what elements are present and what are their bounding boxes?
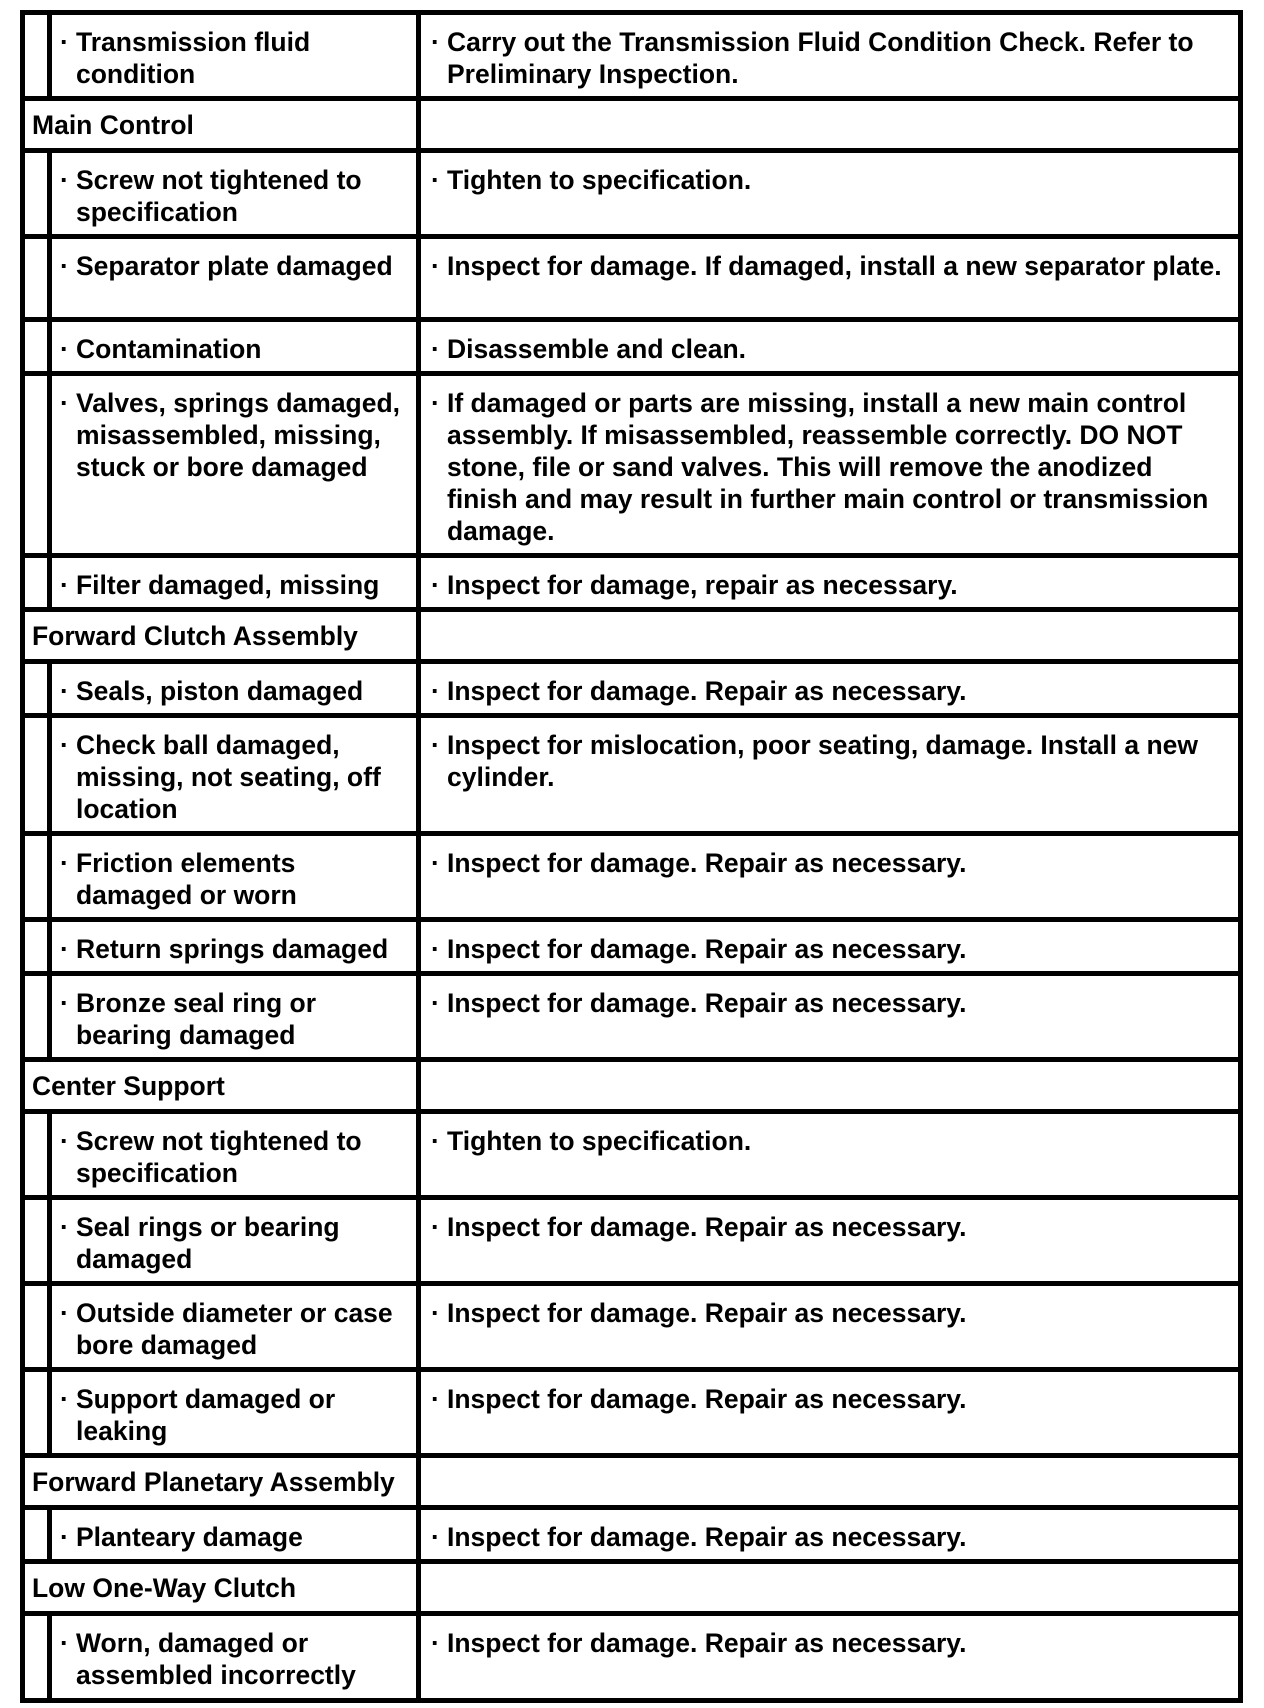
section-heading-row (23, 610, 1241, 662)
condition-text: Seal rings or bearing damaged (76, 1212, 340, 1274)
action-text: Inspect for damage. Repair as necessary. (447, 1384, 967, 1414)
table-row (23, 13, 1241, 99)
section-heading-blank (419, 1060, 1241, 1112)
action-text: Carry out the Transmission Fluid Condition Check. Refer to Preliminary Inspection. (447, 27, 1194, 89)
condition-text: Support damaged or leaking (76, 1384, 336, 1446)
condition-text: Return springs damaged (76, 934, 389, 964)
action-text: Inspect for damage. Repair as necessary. (447, 1298, 967, 1328)
action-cell (419, 1370, 1241, 1456)
indent-cell (23, 1284, 50, 1370)
condition-cell (50, 920, 419, 974)
bullet: · (60, 1384, 69, 1414)
table-row (23, 662, 1241, 716)
table-row (23, 1508, 1241, 1562)
action-cell (419, 374, 1241, 556)
bullet: · (60, 388, 69, 418)
action-cell (419, 920, 1241, 974)
bullet: · (60, 848, 69, 878)
action-text: Tighten to specification. (447, 165, 752, 195)
action-cell (419, 662, 1241, 716)
indent-cell (23, 556, 50, 610)
bullet: · (431, 334, 440, 364)
section-heading-blank (419, 610, 1241, 662)
action-cell (419, 1198, 1241, 1284)
action-text: Disassemble and clean. (447, 334, 747, 364)
section-heading: Low One-Way Clutch (23, 1562, 419, 1614)
bullet: · (60, 1212, 69, 1242)
table-row (23, 920, 1241, 974)
table-row (23, 1370, 1241, 1456)
action-text: If damaged or parts are missing, install a new main control assembly. If misassembled, reassemble correctly. DO NOT stone, file or sand valves. This will remove the anodized finish and may result in further main control or transmission damage. (447, 388, 1209, 546)
bullet: · (431, 27, 440, 57)
action-text: Inspect for damage. Repair as necessary. (447, 988, 967, 1018)
action-text: Tighten to specification. (447, 1126, 752, 1156)
section-heading-blank (419, 99, 1241, 151)
condition-cell (50, 1284, 419, 1370)
bullet: · (60, 570, 69, 600)
action-text: Inspect for damage. Repair as necessary. (447, 1628, 967, 1658)
action-cell (419, 151, 1241, 237)
bullet: · (431, 1212, 440, 1242)
section-heading-row (23, 1562, 1241, 1614)
bullet: · (431, 251, 440, 281)
condition-cell (50, 1370, 419, 1456)
table-row (23, 1198, 1241, 1284)
condition-text: Worn, damaged or assembled incorrectly (76, 1628, 356, 1690)
indent-cell (23, 1112, 50, 1198)
indent-cell (23, 1198, 50, 1284)
action-cell (419, 1614, 1241, 1701)
condition-cell (50, 662, 419, 716)
bullet: · (431, 676, 440, 706)
bullet: · (60, 988, 69, 1018)
condition-cell (50, 1198, 419, 1284)
action-text: Inspect for damage. Repair as necessary. (447, 1522, 967, 1552)
table-row (23, 151, 1241, 237)
bullet: · (431, 848, 440, 878)
action-cell (419, 237, 1241, 320)
action-cell (419, 834, 1241, 920)
condition-text: Screw not tightened to specification (76, 165, 362, 227)
section-heading-blank (419, 1562, 1241, 1614)
bullet: · (431, 1126, 440, 1156)
condition-cell (50, 374, 419, 556)
condition-text: Check ball damaged, missing, not seating, off location (76, 730, 381, 824)
bullet: · (60, 334, 69, 364)
table-row (23, 974, 1241, 1060)
bullet: · (431, 934, 440, 964)
indent-cell (23, 920, 50, 974)
bullet: · (60, 1628, 69, 1658)
bullet: · (431, 988, 440, 1018)
action-cell (419, 1508, 1241, 1562)
bullet: · (60, 165, 69, 195)
bullet: · (431, 1384, 440, 1414)
action-text: Inspect for damage. Repair as necessary. (447, 1212, 967, 1242)
indent-cell (23, 151, 50, 237)
condition-text: Friction elements damaged or worn (76, 848, 297, 910)
condition-text: Transmission fluid condition (76, 27, 311, 89)
action-cell (419, 1284, 1241, 1370)
bullet: · (431, 165, 440, 195)
condition-cell (50, 974, 419, 1060)
table-body (23, 13, 1241, 1701)
bullet: · (431, 570, 440, 600)
bullet: · (60, 934, 69, 964)
condition-text: Outside diameter or case bore damaged (76, 1298, 393, 1360)
indent-cell (23, 320, 50, 374)
condition-cell (50, 1508, 419, 1562)
bullet: · (60, 676, 69, 706)
action-text: Inspect for damage. Repair as necessary. (447, 848, 967, 878)
bullet: · (431, 1522, 440, 1552)
condition-cell (50, 237, 419, 320)
condition-text: Planteary damage (76, 1522, 303, 1552)
table-row (23, 237, 1241, 320)
action-cell (419, 974, 1241, 1060)
indent-cell (23, 1614, 50, 1701)
bullet: · (60, 251, 69, 281)
indent-cell (23, 1508, 50, 1562)
action-text: Inspect for damage. If damaged, install a new separator plate. (447, 251, 1222, 281)
condition-cell (50, 556, 419, 610)
condition-text: Filter damaged, missing (76, 570, 380, 600)
bullet: · (431, 1298, 440, 1328)
condition-cell (50, 13, 419, 99)
table-row (23, 556, 1241, 610)
condition-text: Screw not tightened to specification (76, 1126, 362, 1188)
condition-cell (50, 151, 419, 237)
condition-cell (50, 716, 419, 834)
action-cell (419, 716, 1241, 834)
section-heading: Forward Clutch Assembly (23, 610, 419, 662)
indent-cell (23, 13, 50, 99)
action-text: Inspect for damage, repair as necessary. (447, 570, 958, 600)
indent-cell (23, 834, 50, 920)
bullet: · (60, 1522, 69, 1552)
indent-cell (23, 1370, 50, 1456)
bullet: · (431, 388, 440, 418)
bullet: · (60, 1298, 69, 1328)
condition-text: Separator plate damaged (76, 251, 393, 281)
table-row (23, 320, 1241, 374)
action-cell (419, 556, 1241, 610)
section-heading-blank (419, 1456, 1241, 1508)
indent-cell (23, 237, 50, 320)
section-heading: Center Support (23, 1060, 419, 1112)
condition-text: Seals, piston damaged (76, 676, 364, 706)
condition-cell (50, 1112, 419, 1198)
section-heading-row (23, 1060, 1241, 1112)
indent-cell (23, 974, 50, 1060)
table-row (23, 1284, 1241, 1370)
table-row (23, 1112, 1241, 1198)
table-row (23, 716, 1241, 834)
table-row (23, 1614, 1241, 1701)
action-cell (419, 13, 1241, 99)
action-cell (419, 1112, 1241, 1198)
table-row (23, 834, 1241, 920)
action-text: Inspect for damage. Repair as necessary. (447, 934, 967, 964)
section-heading-row (23, 99, 1241, 151)
section-heading: Main Control (23, 99, 419, 151)
action-cell (419, 320, 1241, 374)
table-row (23, 374, 1241, 556)
action-text: Inspect for mislocation, poor seating, damage. Install a new cylinder. (447, 730, 1198, 792)
condition-text: Bronze seal ring or bearing damaged (76, 988, 317, 1050)
bullet: · (60, 1126, 69, 1156)
section-heading: Forward Planetary Assembly (23, 1456, 419, 1508)
condition-text: Valves, springs damaged, misassembled, missing, stuck or bore damaged (76, 388, 401, 482)
section-heading-row (23, 1456, 1241, 1508)
action-text: Inspect for damage. Repair as necessary. (447, 676, 967, 706)
condition-text: Contamination (76, 334, 262, 364)
indent-cell (23, 662, 50, 716)
condition-cell (50, 834, 419, 920)
bullet: · (60, 27, 69, 57)
bullet: · (431, 1628, 440, 1658)
diagnosis-table (20, 10, 1243, 1703)
indent-cell (23, 374, 50, 556)
bullet: · (60, 730, 69, 760)
bullet: · (431, 730, 440, 760)
condition-cell (50, 320, 419, 374)
indent-cell (23, 716, 50, 834)
condition-cell (50, 1614, 419, 1701)
